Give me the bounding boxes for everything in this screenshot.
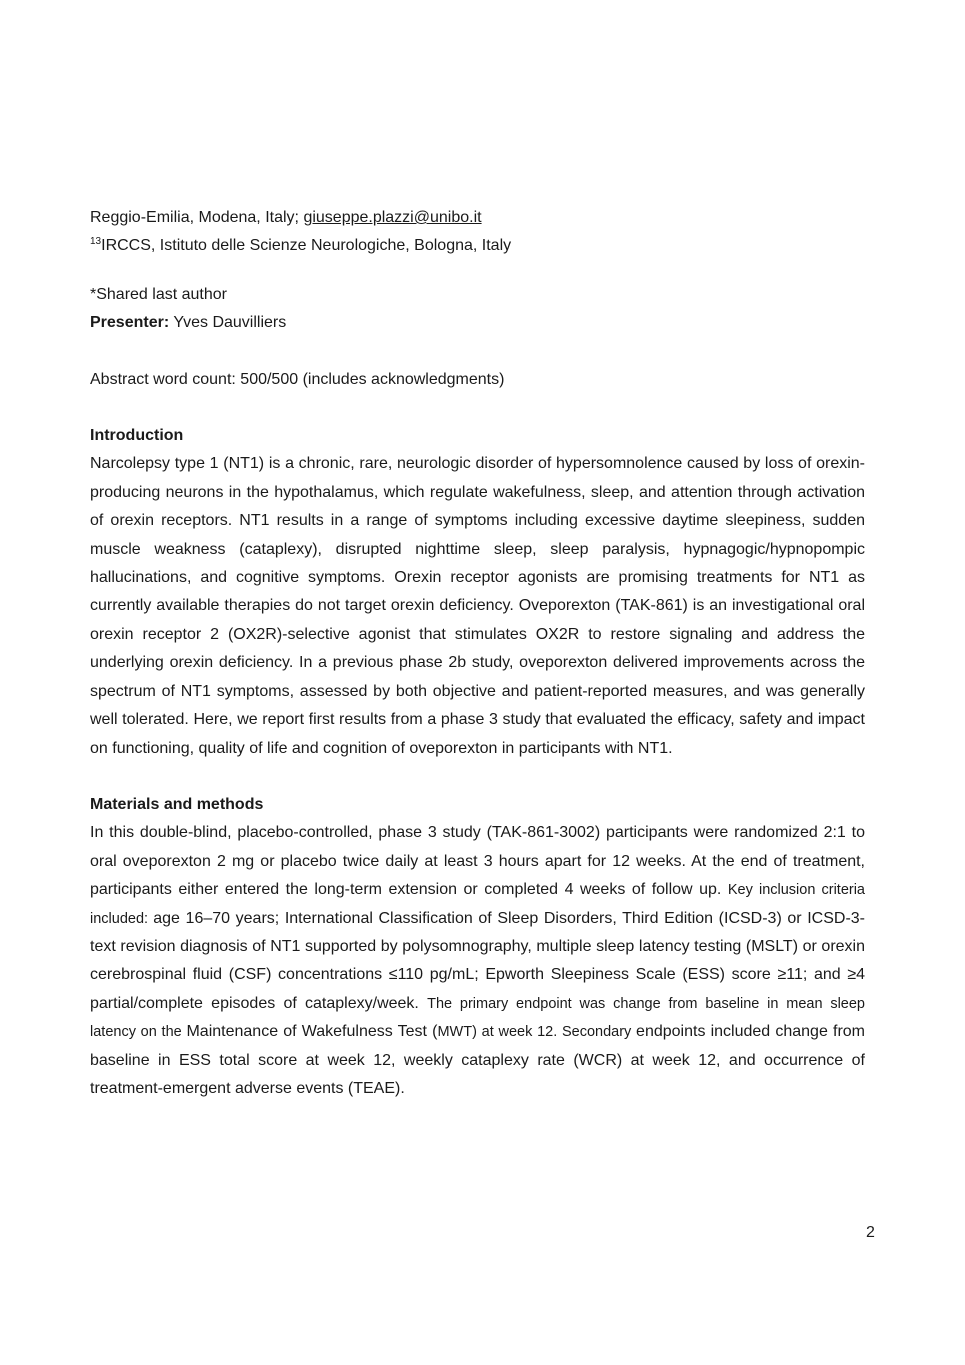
introduction-body: Narcolepsy type 1 (NT1) is a chronic, rare, neurologic disorder of hypersomnolence caused by loss of orexin-producing neurons in the hypothalamus, which regulate wakefulness, sleep, and attention through activation of orexin receptors. NT1 results in a range of symptoms including excessive daytime sleepiness, sudden muscle weakness (cataplexy), disrupted nighttime sleep, sleep paralysis, hypnagogic/hypnopompic hallucinations, and cognitive symptoms. Orexin receptor agonists are promising treatments for NT1 as currently available therapies do not target orexin deficiency. Oveporexton (TAK-861) is an investigational oral orexin receptor 2 (OX2R)-selective agonist that stimulates OX2R to restore signaling and address the underlying orexin deficiency. In a previous phase 2b study, oveporexton delivered improvements across the spectrum of NT1 symptoms, assessed by both objective and patient-reported measures, and was generally well tolerated. Here, we report first results from a phase 3 study that evaluated the efficacy, safety and impact on functioning, quality of life and cognition of oveporexton in participants with NT1.: [90, 455, 865, 757]
methods-body: [90, 819, 865, 1103]
methods-heading: Materials and methods: [90, 795, 264, 813]
page-content: [90, 204, 865, 1103]
shared-last-author-note: *Shared last author: [90, 285, 227, 303]
methods-text-small: Key inclusion criteria included:: [90, 882, 865, 927]
affiliation-text: IRCCS, Istituto delle Scienze Neurologiche, Bologna, Italy: [101, 237, 512, 255]
email-link[interactable]: giuseppe.plazzi@unibo.it: [303, 209, 482, 226]
methods-text-small: MWT) at week 12. Secondary: [437, 1024, 637, 1041]
affiliation-text: Reggio-Emilia, Modena, Italy;: [90, 209, 304, 226]
methods-text: age 16–70 years; International Classification of Sleep Disorders, Third Edition (ICSD-3) or ICSD-3-text revision diagnosis of NT1 supported by polysomnography, multiple sleep latency testing (MSLT) or orexin cerebrospinal fluid (CSF) concentrations ≤110 pg/mL; Epworth Sleepiness Scale (ESS) score ≥11; and ≥4 partial/complete episodes of cataplexy/week.: [90, 909, 866, 1012]
methods-text: endpoints included change from baseline in ESS total score at week 12, weekly cataplexy rate (WCR) at week 12, and occurrence of treatment-emergent adverse events (TEAE).: [90, 1023, 866, 1097]
spacer: [90, 261, 865, 281]
affiliation-number: 13: [90, 236, 102, 248]
spacer: [90, 394, 865, 422]
methods-text: In this double-blind, placebo-controlled, phase 3 study (TAK-861-3002) participants were randomized 2:1 to oral oveporexton 2 mg or placebo twice daily at least 3 hours apart for 12 weeks. At the end of treatment, participants either entered the long-term extension or completed 4 weeks of follow up.: [90, 824, 865, 899]
presenter-label: Presenter:: [90, 314, 170, 332]
spacer: [90, 763, 865, 791]
introduction-heading: Introduction: [90, 427, 184, 445]
presenter-line: [90, 309, 865, 337]
spacer: [90, 338, 865, 366]
word-count-note: Abstract word count: 500/500 (includes acknowledgments): [90, 370, 505, 388]
page-number: 2: [866, 1224, 875, 1241]
methods-text-small: The primary endpoint was change from baseline in mean sleep latency on the: [90, 995, 865, 1041]
methods-text: Maintenance of Wakefulness Test (: [186, 1023, 438, 1041]
affiliation-line-13: [90, 232, 865, 260]
affiliation-line-12: [90, 204, 865, 232]
presenter-name: Yves Dauvilliers: [169, 314, 287, 332]
